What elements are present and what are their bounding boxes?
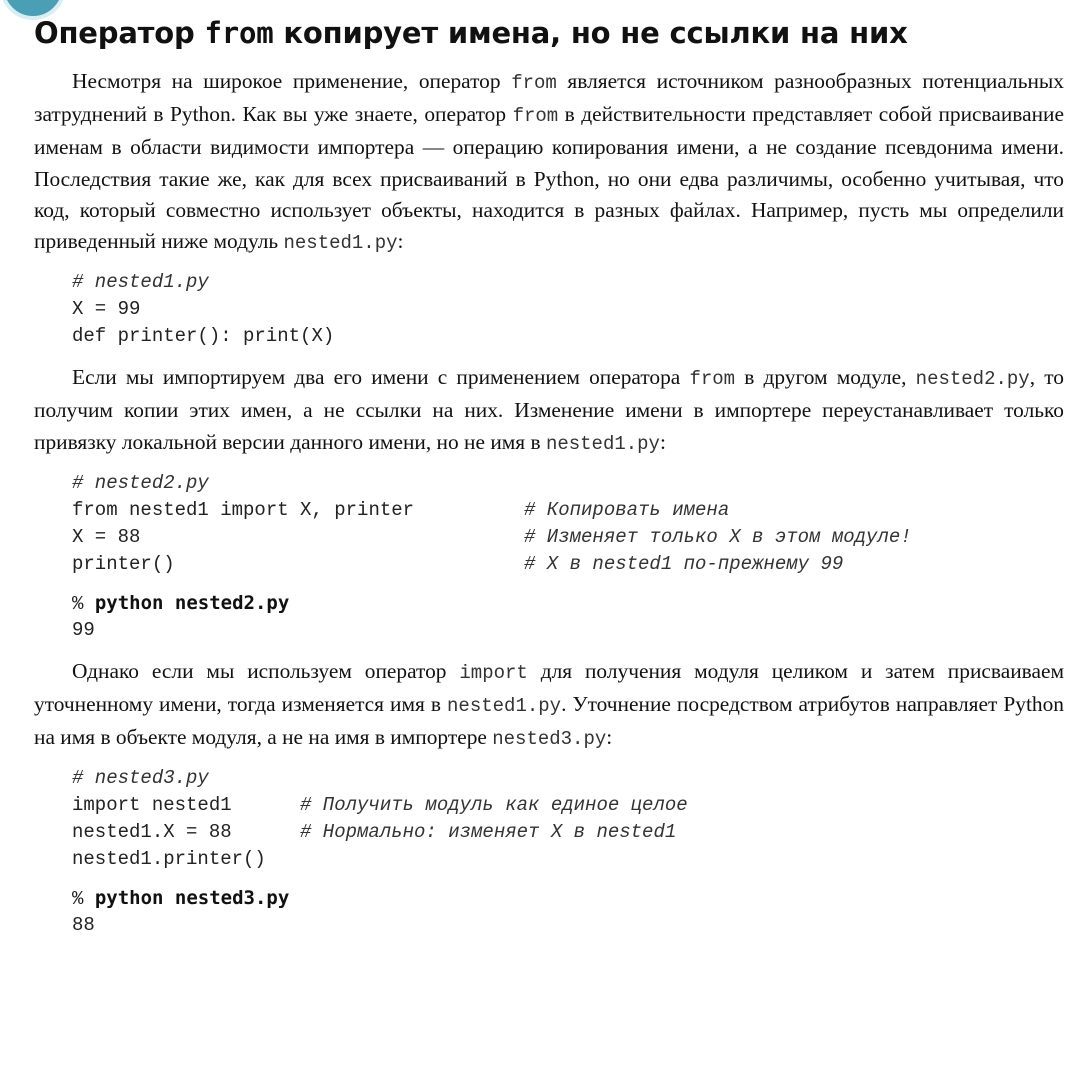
code-line: nested1.printer() (72, 848, 266, 871)
inline-code: from (511, 72, 557, 94)
shell-prompt: % (72, 592, 84, 615)
shell-output: 99 (72, 618, 95, 641)
code-block-nested1 (72, 269, 1064, 350)
shell-command-line (72, 590, 1064, 617)
code-line: X = 88 # Изменяет только X в этом модуле! (72, 524, 1064, 551)
paragraph-3: Однако если мы используем оператор import для получения модуля целиком и затем присваиваем уточненному имени, тогда изменяется имя в nested1.py. Уточнение посредством атрибутов направляет Python на имя в объекте модуля, а не на имя в импортере nested3.py: (34, 658, 1064, 751)
inline-code: nested2.py (915, 368, 1030, 391)
page (34, 6, 1064, 951)
inline-code: from (689, 368, 736, 391)
code-line: # nested3.py (72, 767, 209, 790)
inline-code: import (459, 661, 528, 684)
code-line: X = 99 (72, 298, 141, 321)
shell-command: python nested2.py (94, 591, 290, 614)
shell-output: 88 (72, 914, 95, 937)
paragraph-1: Несмотря на широкое применение, оператор from является источником разнообразных потенциальных затруднений в Python. Как вы уже знаете, оператор from в действительности представляет собой присваивание именам в области видимости импортера — операцию копирования имени, а не создание псевдонима имени. Последствия такие же, как для всех присваиваний в Python, но они едва различимы, особенно учитывая, что код, который совместно использует объекты, находится в разных файлах. Например, пусть мы определили приведенный ниже модуль nested1.py: (34, 69, 1064, 255)
shell-session-nested3 (72, 885, 1064, 939)
heading-keyword: from (204, 16, 274, 50)
inline-code: nested3.py (492, 728, 607, 751)
code-block-nested2 (72, 470, 1064, 578)
inline-code: nested1.py (545, 432, 660, 455)
shell-command-line (72, 885, 1064, 912)
code-comment: # Изменяет только X в этом модуле! (524, 525, 912, 548)
code-line: def printer(): print(X) (72, 325, 335, 348)
code-comment: # Получить модуль как единое целое (300, 794, 688, 817)
shell-prompt: % (72, 888, 84, 911)
code-comment: # Копировать имена (524, 498, 730, 521)
section-heading: Оператор from копирует имена, но не ссылки на них (34, 16, 908, 50)
shell-session-nested2 (72, 590, 1064, 644)
code-line: # nested2.py (72, 471, 209, 494)
code-line: nested1.X = 88 # Нормально: изменяет X в nested1 (72, 819, 1064, 846)
code-comment: # Нормально: изменяет X в nested1 (300, 821, 677, 844)
code-line: # nested1.py (72, 271, 209, 294)
code-line: from nested1 import X, printer # Копировать имена (72, 497, 1064, 524)
code-line: printer() # X в nested1 по-прежнему 99 (72, 551, 1064, 578)
paragraph-2: Если мы импортируем два его имени с применением оператора from в другом модуле, nested2.py, то получим копии этих имен, а не ссылки на них. Изменение имени в импортере переустанавливает только привязку локальной версии данного имени, но не имя в nested1.py: (34, 365, 1064, 455)
code-comment: # X в nested1 по-прежнему 99 (524, 552, 844, 575)
inline-code: nested1.py (283, 232, 398, 255)
code-line: import nested1 # Получить модуль как единое целое (72, 792, 1064, 819)
inline-code: nested1.py (447, 695, 562, 718)
code-block-nested3 (72, 765, 1064, 873)
shell-command: python nested3.py (94, 887, 290, 910)
inline-code: from (512, 105, 559, 128)
